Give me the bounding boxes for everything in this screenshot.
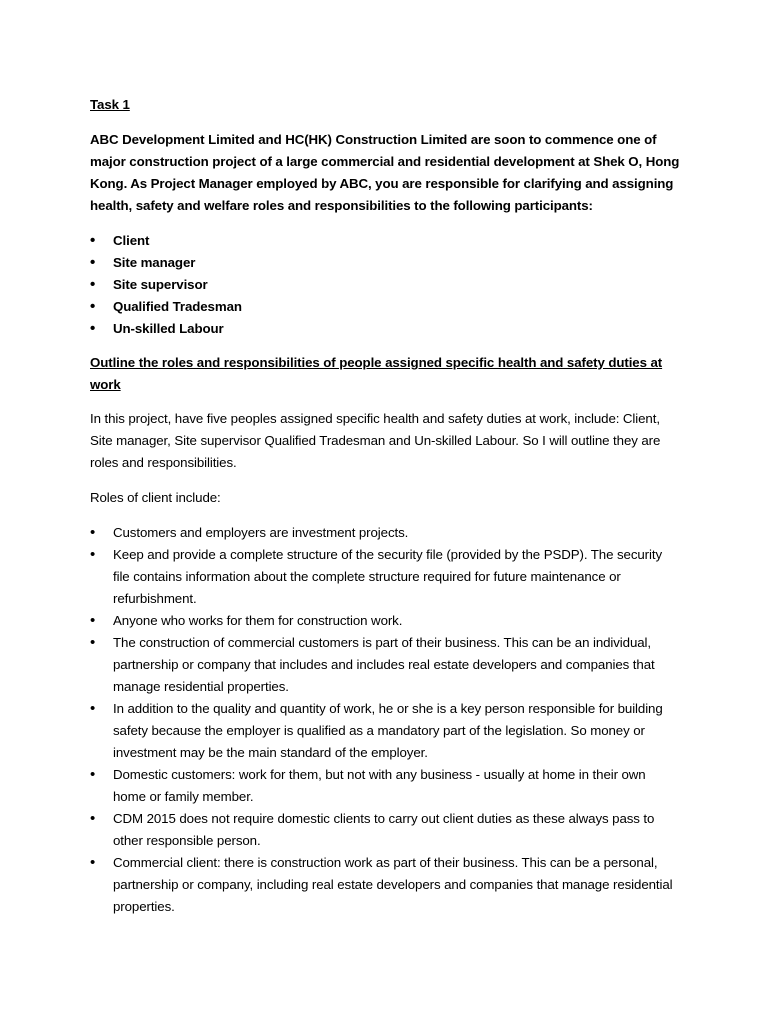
list-item: • Site manager [90,252,680,274]
list-item: • The construction of commercial customers is part of their business. This can be an individual, partnership or company that includes and includes real estate developers and companies that manage residential properties. [90,632,680,698]
list-item: • Customers and employers are investment projects. [90,522,680,544]
task-title: Task 1 [90,97,130,112]
list-item: • Keep and provide a complete structure of the security file (provided by the PSDP). The security file contains information about the complete structure required for future maintenance or refurbishment. [90,544,680,610]
body-paragraph: In this project, have five peoples assigned specific health and safety duties at work, include: Client, Site manager, Site supervisor Qualified Tradesman and Un-skilled Labour. So I will outline they are roles and responsibilities. [90,411,661,470]
intro-paragraph: ABC Development Limited and HC(HK) Construction Limited are soon to commence one of major construction project of a large commercial and residential development at Shek O, Hong Kong. As Project Manager employed by ABC, you are responsible for clarifying and assigning health, safety and welfare roles and responsibilities to the following participants: [90,132,680,213]
list-item: • Commercial client: there is construction work as part of their business. This can be a personal, partnership or company, including real estate developers and companies that manage residential properties. [90,852,680,918]
list-item: • Domestic customers: work for them, but not with any business - usually at home in their own home or family member. [90,764,680,808]
roles-label: Roles of client include: [90,490,221,505]
document-page [90,94,680,930]
list-item: • Site supervisor [90,274,680,296]
list-item: • Un-skilled Labour [90,318,680,340]
section-heading: Outline the roles and responsibilities of people assigned specific health and safety duties at work [90,355,663,392]
list-item: • Client [90,230,680,252]
list-item: • Qualified Tradesman [90,296,680,318]
participants-list [90,230,680,340]
list-item: • CDM 2015 does not require domestic clients to carry out client duties as these always pass to other responsible person. [90,808,680,852]
client-roles-list [90,522,680,918]
list-item: • Anyone who works for them for construction work. [90,610,680,632]
list-item: • In addition to the quality and quantity of work, he or she is a key person responsible for building safety because the employer is qualified as a mandatory part of the legislation. So money or investment may be the main standard of the employer. [90,698,680,764]
